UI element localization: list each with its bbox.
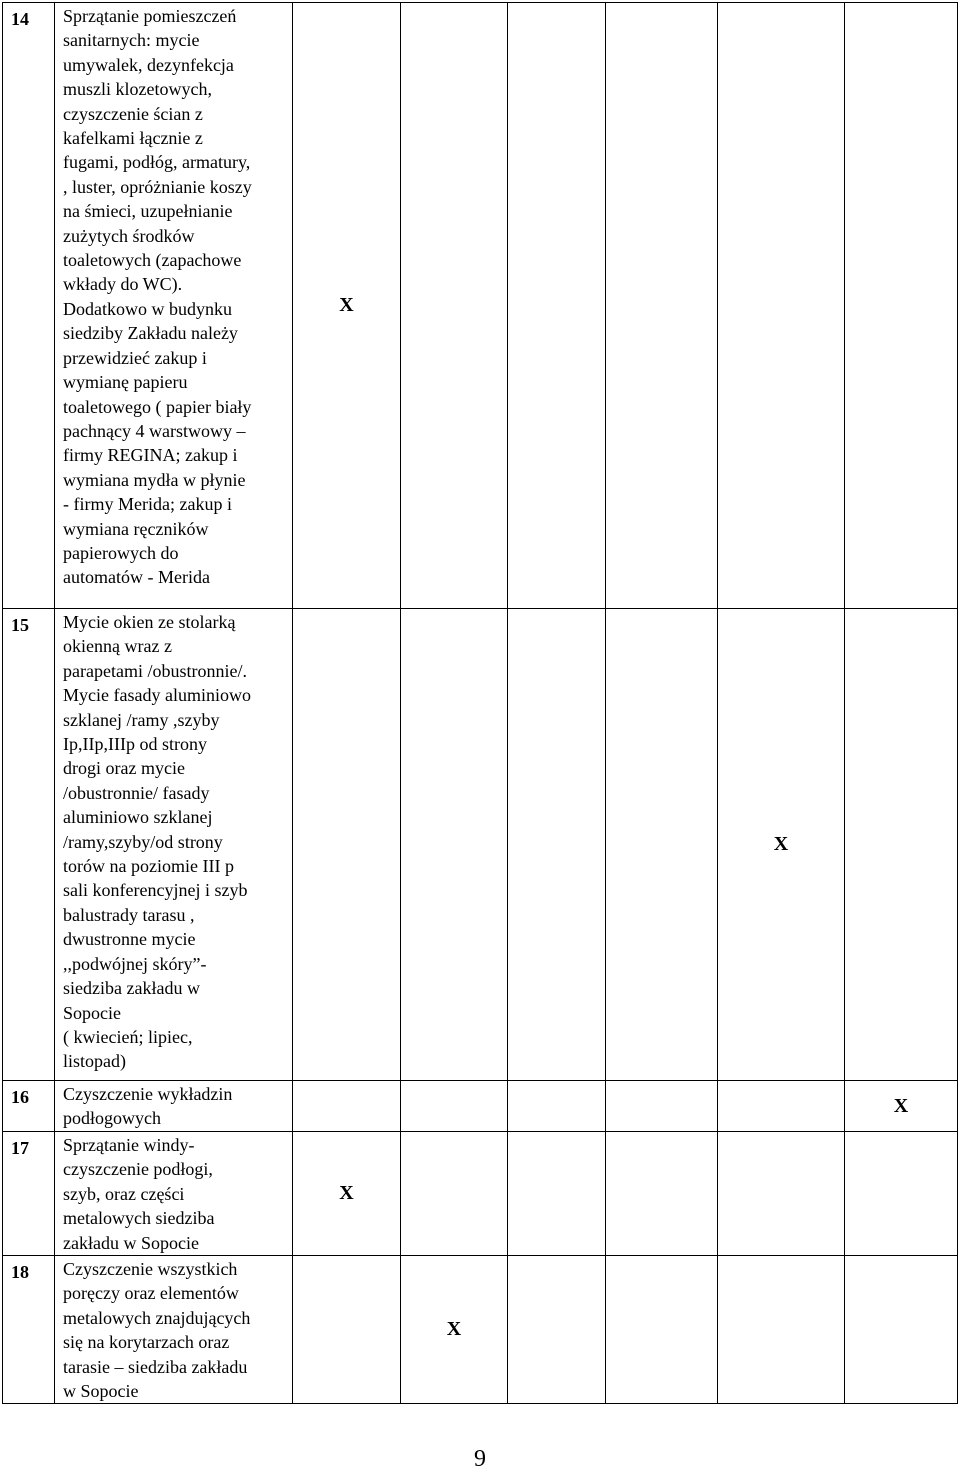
task-description: Sprzątanie pomieszczeń sanitarnych: mycie umywalek, dezynfekcja muszli klozetowych, czyszczenie ścian z kafelkami łącznie z fugami, podłóg, armatury, , luster, opróżnianie koszy na śmieci, uzupełnianie zużytych środków toaletowych (zapachowe wkłady do WC). Dodatkowo w budynku siedziby Zakładu należy przewidzieć zakup i wymianę papieru toaletowego ( papier biały pachnący 4 warstwowy – firmy REGINA; zakup i wymiana mydła w płynie - firmy Merida; zakup i wymiana ręczników papierowych do automatów - Merida: [55, 3, 293, 609]
frequency-mark: [401, 3, 508, 609]
row-number: 17: [3, 1132, 55, 1256]
frequency-mark: [718, 3, 845, 609]
frequency-mark: [508, 3, 606, 609]
frequency-mark: [293, 609, 401, 1081]
frequency-mark: [508, 1081, 606, 1132]
frequency-mark: [401, 1132, 508, 1256]
frequency-mark: [845, 1256, 958, 1404]
task-description: Sprzątanie windy- czyszczenie podłogi, szyb, oraz części metalowych siedziba zakładu w Sopocie: [55, 1132, 293, 1256]
frequency-mark: [845, 609, 958, 1081]
frequency-mark: X: [718, 609, 845, 1081]
frequency-mark: [718, 1256, 845, 1404]
frequency-mark: [606, 609, 718, 1081]
task-description: Mycie okien ze stolarką okienną wraz z parapetami /obustronnie/. Mycie fasady aluminiowo szklanej /ramy ,szyby Ip,IIp,IIIp od strony drogi oraz mycie /obustronnie/ fasady aluminiowo szklanej /ramy,szyby/od strony torów na poziomie III p sali konferencyjnej i szyb balustrady tarasu , dwustronne mycie ,,podwójnej skóry”- siedziba zakładu w Sopocie ( kwiecień; lipiec, listopad): [55, 609, 293, 1081]
row-number: 15: [3, 609, 55, 1081]
table-row: [3, 609, 958, 1081]
frequency-mark: X: [845, 1081, 958, 1132]
frequency-mark: [508, 609, 606, 1081]
frequency-mark: X: [293, 1132, 401, 1256]
frequency-mark: [293, 1081, 401, 1132]
task-description: Czyszczenie wszystkich poręczy oraz elementów metalowych znajdujących się na korytarzach oraz tarasie – siedziba zakładu w Sopocie: [55, 1256, 293, 1404]
frequency-mark: [401, 609, 508, 1081]
frequency-mark: [606, 3, 718, 609]
frequency-mark: [718, 1132, 845, 1256]
table-row: [3, 1081, 958, 1132]
frequency-mark: [293, 1256, 401, 1404]
table-row: [3, 1132, 958, 1256]
frequency-mark: [508, 1132, 606, 1256]
table-row: [3, 1256, 958, 1404]
frequency-mark: [508, 1256, 606, 1404]
task-description: Czyszczenie wykładzin podłogowych: [55, 1081, 293, 1132]
row-number: 16: [3, 1081, 55, 1132]
frequency-mark: [606, 1081, 718, 1132]
frequency-mark: [845, 3, 958, 609]
frequency-mark: [401, 1081, 508, 1132]
table-row: [3, 3, 958, 609]
page-number: 9: [474, 1446, 486, 1472]
scope-table: [2, 2, 958, 1404]
frequency-mark: [606, 1132, 718, 1256]
frequency-mark: [845, 1132, 958, 1256]
frequency-mark: X: [293, 3, 401, 609]
frequency-mark: [606, 1256, 718, 1404]
frequency-mark: [718, 1081, 845, 1132]
frequency-mark: X: [401, 1256, 508, 1404]
row-number: 18: [3, 1256, 55, 1404]
row-number: 14: [3, 3, 55, 609]
